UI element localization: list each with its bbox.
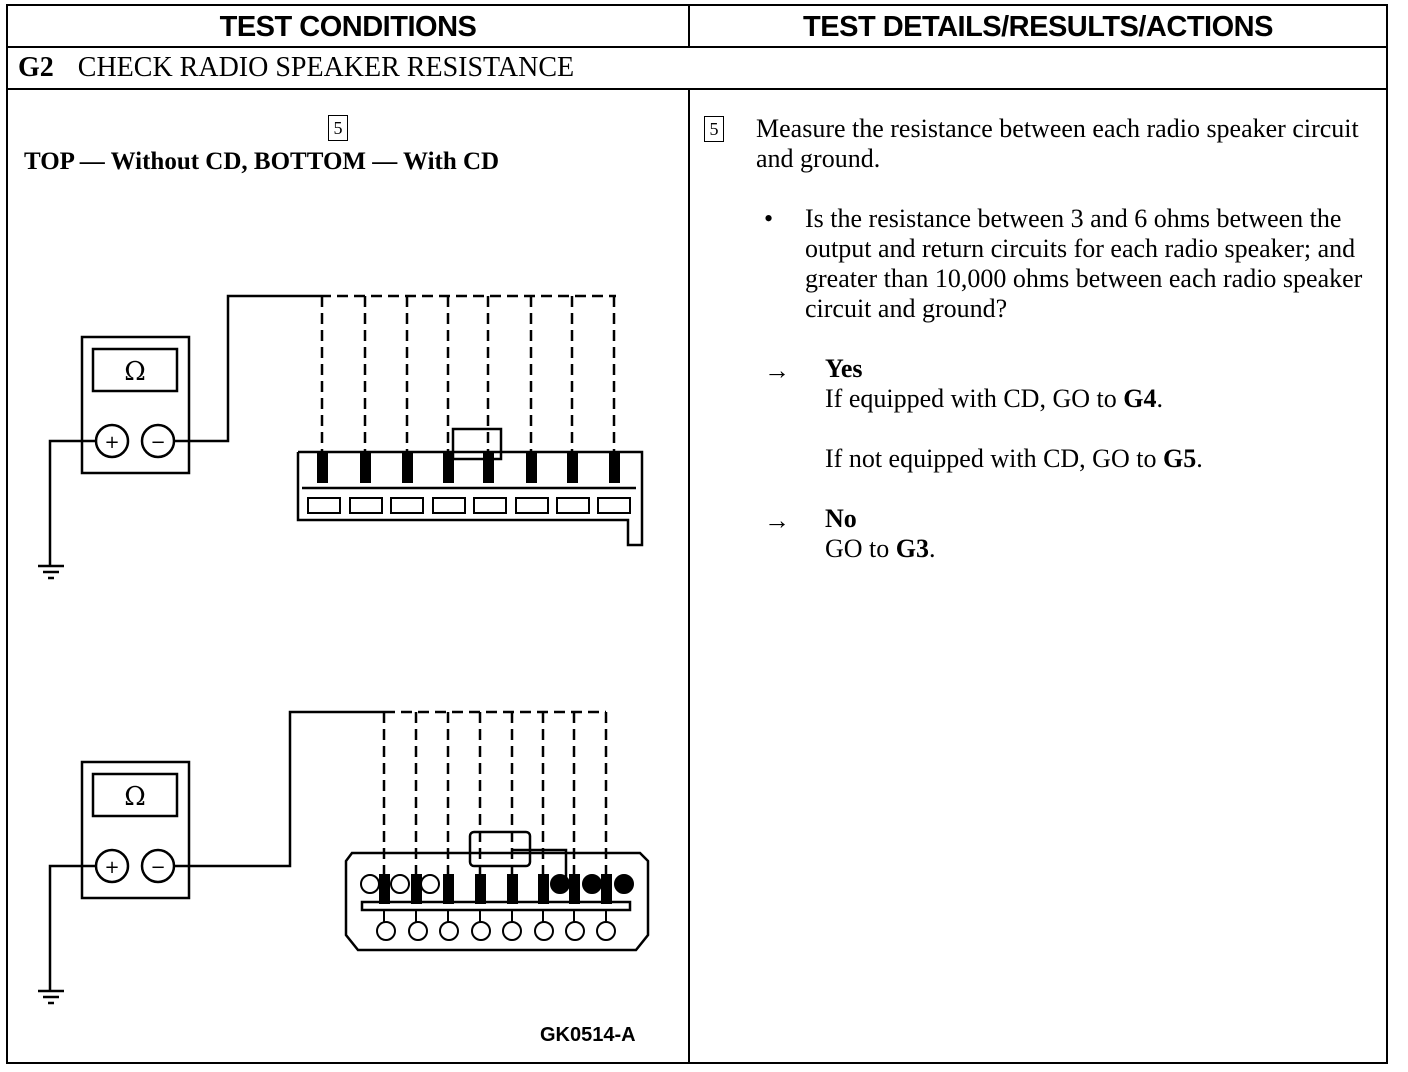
bottom-pin-lower-1: [377, 922, 395, 940]
bottom-pin-upper-8: [615, 875, 633, 893]
figure-caption: TOP — Without CD, BOTTOM — With CD: [24, 148, 500, 175]
top-probe-8: [610, 452, 619, 482]
no-label: No: [825, 504, 857, 533]
top-terminal-3: [391, 498, 423, 513]
top-terminal-8: [598, 498, 630, 513]
bottom-pin-lower-6: [535, 922, 553, 940]
top-terminal-1: [308, 498, 340, 513]
bottom-meter-lead: [174, 712, 384, 866]
bottom-pin-lower-2: [409, 922, 427, 940]
top-terminal-4: [433, 498, 465, 513]
top-terminal-7: [557, 498, 589, 513]
bottom-probe-7: [570, 875, 579, 903]
no-arrow: →: [764, 506, 790, 535]
bottom-pin-upper-2: [391, 875, 409, 893]
top-terminal-5: [474, 498, 506, 513]
no-action-target: G3: [895, 534, 930, 563]
no-action: [825, 534, 936, 564]
top-probe-4: [444, 452, 453, 482]
yes-action-cd-period: .: [1156, 384, 1163, 413]
ohm-symbol-bottom: Ω: [124, 782, 146, 812]
top-probe-6: [527, 452, 536, 482]
plus-label-top: +: [104, 432, 120, 453]
top-meter-lead: [174, 296, 320, 441]
no-action-text: GO to: [825, 534, 896, 563]
yes-action-cd-text: If equipped with CD, GO to: [825, 384, 1124, 413]
yes-action-cd: [825, 384, 1163, 414]
bottom-probe-2: [412, 875, 421, 903]
bottom-probe-8: [602, 875, 611, 903]
top-probe-5: [484, 452, 493, 482]
bottom-pin-upper-6: [551, 875, 569, 893]
header-test-conditions: TEST CONDITIONS: [219, 10, 477, 43]
bottom-pin-lower-5: [503, 922, 521, 940]
bottom-probe-5: [508, 875, 517, 903]
figure-id: GK0514-A: [540, 1024, 636, 1046]
bottom-pin-lower-7: [566, 922, 584, 940]
bottom-pin-lower-4: [472, 922, 490, 940]
bottom-probe-3: [444, 875, 453, 903]
bottom-pin-upper-1: [361, 875, 379, 893]
top-probe-3: [403, 452, 412, 482]
yes-action-no-cd-target: G5: [1162, 444, 1197, 473]
bottom-ground-lead: [50, 866, 96, 990]
yes-action-no-cd: [825, 444, 1203, 474]
bottom-probe-1: [380, 875, 389, 903]
minus-label-bottom: −: [150, 857, 166, 878]
plus-label-bottom: +: [104, 857, 120, 878]
top-probe-1: [318, 452, 327, 482]
minus-label-top: −: [150, 432, 166, 453]
yes-action-no-cd-period: .: [1196, 444, 1203, 473]
bottom-probe-4: [476, 875, 485, 903]
step-number-box-right: 5: [704, 116, 724, 142]
top-probe-2: [361, 452, 370, 482]
step-name: CHECK RADIO SPEAKER RESISTANCE: [77, 52, 575, 83]
bottom-probe-6: [539, 875, 548, 903]
bottom-pin-lower-8: [597, 922, 615, 940]
instruction-text: Measure the resistance between each radio speaker circuit and ground.: [756, 114, 1359, 173]
bottom-pin-upper-3: [421, 875, 439, 893]
top-terminal-2: [350, 498, 382, 513]
ohm-symbol-top: Ω: [124, 357, 146, 387]
top-ground-lead: [50, 441, 96, 565]
yes-action-cd-target: G4: [1123, 384, 1157, 413]
header-test-details: TEST DETAILS/RESULTS/ACTIONS: [803, 10, 1273, 43]
step-id: G2: [18, 52, 54, 83]
top-probe-7: [568, 452, 577, 482]
step-number-box-left: 5: [328, 115, 348, 141]
connector-bottom-rail: [362, 902, 630, 910]
yes-action-no-cd-text: If not equipped with CD, GO to: [825, 444, 1163, 473]
no-action-period: .: [929, 534, 936, 563]
bottom-pin-lower-3: [440, 922, 458, 940]
yes-arrow: →: [764, 356, 790, 385]
top-terminal-6: [516, 498, 548, 513]
question-text: Is the resistance between 3 and 6 ohms between the output and return circuits for each radio speaker; and greater than 10,000 ohms between each radio speaker circuit and ground?: [805, 204, 1363, 323]
bottom-pin-upper-7: [583, 875, 601, 893]
yes-label: Yes: [825, 354, 863, 383]
question-bullet: •: [764, 204, 774, 233]
